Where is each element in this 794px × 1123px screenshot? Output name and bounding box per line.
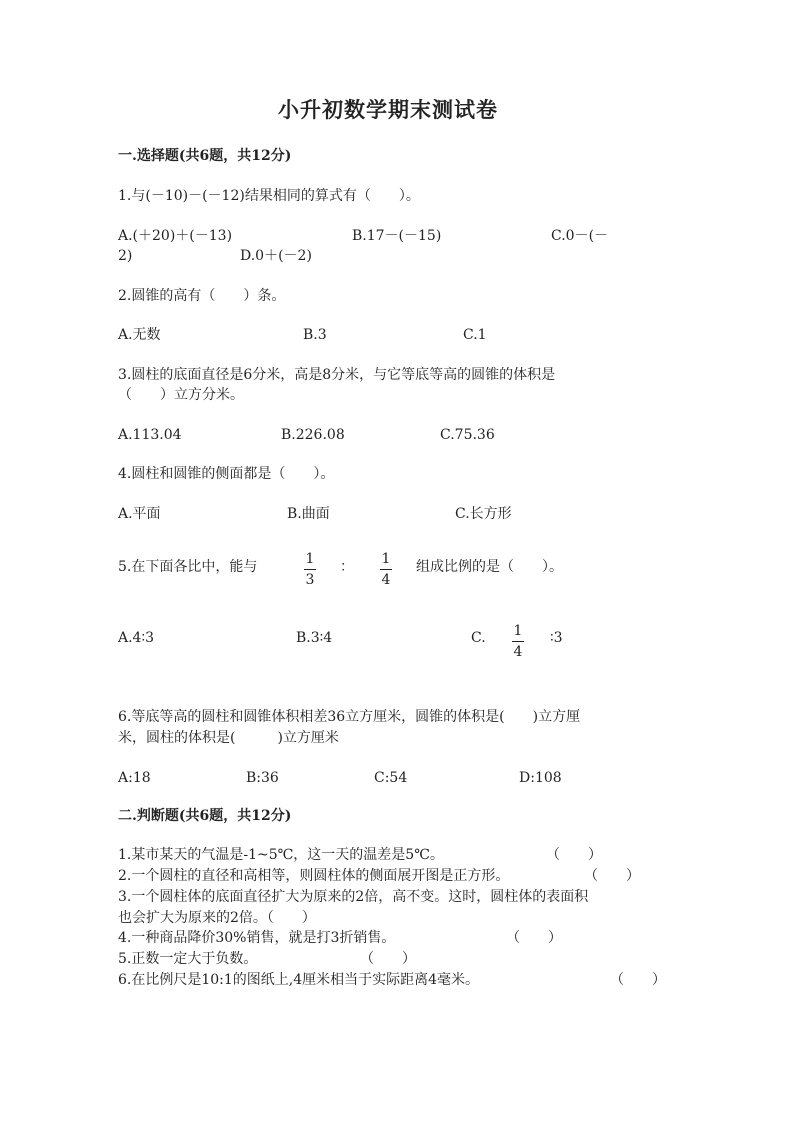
question-5-option-c-fraction: [510, 623, 526, 660]
fraction-numerator: 1: [513, 623, 523, 639]
fraction-bar: [512, 641, 524, 642]
question-6-option-b: B:36: [246, 770, 279, 786]
question-3-stem-line2: （ ）立方分米。: [118, 387, 244, 403]
question-4-option-a: A.平面: [118, 506, 161, 522]
fraction-bar: [380, 569, 392, 570]
question-5-option-c-suffix: ∶3: [550, 630, 563, 646]
question-5-option-b: B.3∶4: [296, 630, 333, 646]
judgement-3-text-line1: 3.一个圆柱体的底面直径扩大为原来的2倍，高不变。这时，圆柱体的表面积: [118, 889, 589, 905]
judgement-1-answer-blank: （ ）: [546, 847, 602, 863]
question-3-option-c: C.75.36: [440, 427, 495, 443]
question-3-option-b: B.226.08: [281, 427, 345, 443]
question-5-fraction-1: [302, 551, 318, 588]
question-5-stem-prefix: 5.在下面各比中，能与: [118, 559, 258, 575]
question-3-option-a: A.113.04: [118, 427, 182, 443]
question-2-option-c: C.1: [463, 327, 487, 343]
fraction-numerator: 1: [381, 551, 391, 567]
judgement-5-answer-blank: （ ）: [360, 951, 416, 967]
question-6-stem-line1: 6.等底等高的圆柱和圆锥体积相差36立方厘米，圆锥的体积是( )立方厘: [118, 709, 581, 725]
question-6-option-a: A:18: [118, 770, 151, 786]
question-1-option-b: B.17－(－15): [352, 228, 442, 244]
question-6-option-d: D:108: [519, 770, 562, 786]
fraction-numerator: 1: [305, 551, 315, 567]
question-5-option-c-prefix: C.: [471, 630, 486, 646]
question-4-stem: 4.圆柱和圆锥的侧面都是（ ）。: [118, 466, 335, 482]
judgement-3-text-line2: 也会扩大为原来的2倍。（ ）: [118, 910, 316, 926]
question-5-stem-suffix: 组成比例的是（ ）。: [416, 559, 563, 575]
judgement-2-text: 2.一个圆柱的直径和高相等，则圆柱体的侧面展开图是正方形。: [118, 868, 510, 884]
judgement-4-text: 4.一种商品降价30%销售，就是打3折销售。: [118, 930, 396, 946]
question-5-option-a: A.4∶3: [118, 630, 155, 646]
question-4-option-c: C.长方形: [455, 506, 512, 522]
fraction-bar: [304, 569, 316, 570]
fraction-denominator: 4: [513, 644, 523, 660]
question-5-fraction-2: [378, 551, 394, 588]
question-4-option-b: B.曲面: [287, 506, 330, 522]
question-2-option-a: A.无数: [118, 327, 161, 343]
question-1-stem: 1.与(－10)－(－12)结果相同的算式有（ ）。: [118, 188, 420, 204]
question-6-stem-line2: 米，圆柱的体积是( )立方厘米: [118, 730, 339, 746]
judgement-4-answer-blank: （ ）: [506, 930, 562, 946]
judgement-5-text: 5.正数一定大于负数。: [118, 951, 258, 967]
question-1-option-c: C.0－(－: [551, 228, 609, 244]
judgement-6-answer-blank: （ ）: [610, 972, 666, 988]
section-heading-choice: 一.选择题(共6题，共12分): [118, 148, 292, 164]
question-1-option-c-continued: 2): [118, 248, 133, 264]
section-heading-judgement: 二.判断题(共6题，共12分): [118, 808, 292, 824]
question-1-option-a: A.(＋20)＋(－13): [118, 228, 233, 244]
question-1-option-d: D.0＋(－2): [240, 248, 312, 264]
question-6-option-c: C:54: [374, 770, 408, 786]
judgement-6-text: 6.在比例尺是10:1的图纸上,4厘米相当于实际距离4毫米。: [118, 972, 480, 988]
question-2-stem: 2.圆锥的高有（ ）条。: [118, 288, 286, 304]
judgement-1-text: 1.某市某天的气温是-1~5℃，这一天的温差是5℃。: [118, 847, 444, 863]
question-5-colon: ：: [340, 559, 354, 575]
page-title: 小升初数学期末测试卷: [278, 97, 498, 122]
fraction-denominator: 4: [381, 572, 391, 588]
question-3-stem-line1: 3.圆柱的底面直径是6分米，高是8分米，与它等底等高的圆锥的体积是: [118, 367, 556, 383]
judgement-2-answer-blank: （ ）: [584, 868, 640, 884]
question-2-option-b: B.3: [303, 327, 327, 343]
fraction-denominator: 3: [305, 572, 315, 588]
